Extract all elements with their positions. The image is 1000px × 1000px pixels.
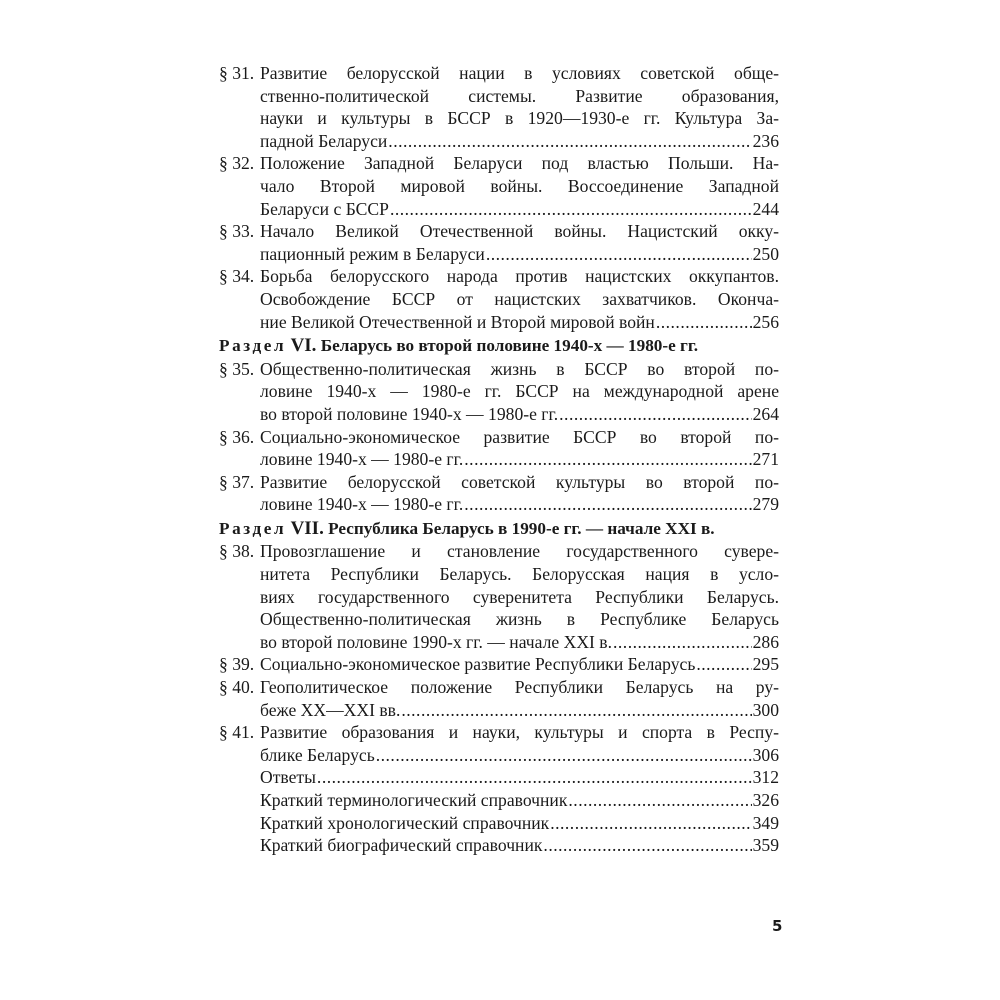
toc-entry [219, 265, 779, 333]
toc-entry-line: чало Второй мировой войны. Воссоединение Западной [260, 175, 779, 196]
toc-entry-body [260, 220, 779, 265]
toc-entry-body [260, 653, 779, 676]
toc-entry-line: Освобождение БССР от нацистских захватчиков. Оконча- [260, 288, 779, 309]
section-heading-7 [219, 518, 779, 541]
toc-entry [219, 152, 779, 220]
toc-entry-last-line [260, 311, 779, 334]
toc-entry [219, 62, 779, 152]
section-title: Беларусь во второй половине 1940-х — 1980-е гг. [320, 336, 699, 356]
dot-leader [568, 789, 751, 812]
table-of-contents [219, 62, 779, 857]
toc-entry-line: ние Великой Отечественной и Второй мировой войн [260, 311, 655, 332]
section-roman-numeral: VI. [290, 335, 317, 357]
toc-entry-number: § 31. [219, 63, 255, 83]
toc-entry-line: Краткий терминологический справочник [260, 790, 568, 810]
toc-entry-number: § 32. [219, 153, 255, 174]
dot-leader [559, 403, 751, 426]
toc-entry [219, 676, 779, 721]
toc-entry-last-line [260, 699, 779, 722]
toc-entry [219, 653, 779, 676]
toc-entry-number: § 38. [219, 541, 255, 562]
toc-entry-last-line [260, 130, 779, 153]
toc-entry-body [260, 540, 779, 653]
toc-page-ref: 256 [752, 311, 779, 332]
toc-entry [219, 471, 779, 516]
toc-entry-last-line [260, 403, 779, 426]
toc-entry-body [260, 789, 779, 812]
toc-entry-last-line [260, 653, 779, 676]
toc-entry-line: во второй половине 1940-х — 1980-е гг. [260, 403, 559, 424]
toc-entry-line: Социально-экономическое развитие БССР во второй по- [260, 426, 779, 447]
toc-entry-number: § 36. [219, 426, 255, 447]
toc-entry-line: Общественно-политическая жизнь в Республике Беларусь [260, 609, 779, 630]
toc-entry [219, 834, 779, 857]
toc-page-ref: 306 [752, 744, 779, 765]
toc-entry-line: Развитие белорусской советской культуры во второй по- [260, 471, 779, 492]
toc-entry-number: § 33. [219, 221, 255, 242]
toc-page-ref: 312 [752, 767, 779, 788]
toc-entry [219, 789, 779, 812]
toc-entry-line: виях государственного суверенитета Республики Беларусь. [260, 586, 779, 607]
toc-entry-body [260, 358, 779, 426]
toc-entry [219, 220, 779, 265]
section-heading-6 [219, 335, 779, 358]
toc-entry-body [260, 834, 779, 857]
toc-entry-body [260, 766, 779, 789]
toc-entry [219, 358, 779, 426]
toc-entry [219, 766, 779, 789]
toc-entry-line: Краткий хронологический справочник [260, 812, 550, 833]
toc-page-ref: 300 [752, 699, 779, 720]
toc-entry [219, 812, 779, 835]
toc-entry-line: беже XX—XXI вв. [260, 699, 401, 720]
toc-entry-last-line [260, 198, 779, 221]
toc-entry-line: ственно-политической системы. Развитие образования, [260, 85, 779, 106]
toc-entry-line: во второй половине 1990-х гг. — начале XXI в. [260, 631, 612, 652]
toc-page-ref: 349 [752, 812, 779, 833]
section-roman-numeral: VII. [290, 517, 324, 539]
toc-entry-last-line [260, 812, 779, 835]
page-number: 5 [772, 917, 783, 935]
toc-entry-line: Геополитическое положение Республики Беларусь на ру- [260, 677, 779, 698]
toc-entry-last-line [260, 631, 779, 654]
toc-entry-line: ловине 1940-х — 1980-е гг. БССР на международной арене [260, 381, 779, 402]
toc-entry-line: Провозглашение и становление государственного сувере- [260, 541, 779, 562]
toc-entry-line: Ответы [260, 767, 316, 788]
toc-entry-body [260, 62, 779, 152]
dot-leader [376, 744, 752, 767]
toc-entry-line: нитета Республики Беларусь. Белорусская нация в усло- [260, 564, 779, 585]
toc-entry-line: науки и культуры в БССР в 1920—1930-е гг. Культура За- [260, 108, 779, 129]
toc-entry-last-line [260, 834, 779, 857]
toc-group-section-5-end [219, 62, 779, 333]
toc-page-ref: 326 [752, 790, 779, 810]
dot-leader [317, 766, 752, 789]
dot-leader [464, 448, 751, 471]
dot-leader [486, 243, 752, 266]
toc-entry-line: падной Беларуси [260, 130, 388, 151]
toc-entry-line: Положение Западной Беларуси под властью Польши. На- [260, 153, 779, 174]
section-word: Раздел [219, 518, 287, 538]
toc-entry-body [260, 426, 779, 471]
dot-leader [543, 834, 751, 857]
toc-entry-line: Беларуси с БССР [260, 198, 389, 219]
toc-entry-last-line [260, 448, 779, 471]
toc-entry-body [260, 676, 779, 721]
toc-entry-line: пационный режим в Беларуси [260, 243, 485, 264]
toc-entry-body [260, 152, 779, 220]
toc-entry-line: блике Беларусь [260, 744, 375, 765]
toc-entry-line: Развитие образования и науки, культуры и спорта в Респу- [260, 722, 779, 743]
toc-entry-last-line [260, 243, 779, 266]
section-word: Раздел [219, 336, 287, 356]
toc-group-section-6 [219, 358, 779, 516]
toc-entry-line: Краткий биографический справочник [260, 835, 543, 856]
dot-leader [401, 699, 751, 722]
toc-entry-body [260, 265, 779, 333]
toc-page-ref: 286 [752, 631, 779, 652]
toc-entry-body [260, 721, 779, 766]
toc-entry [219, 426, 779, 471]
toc-group-section-7 [219, 540, 779, 856]
dot-leader [656, 311, 752, 334]
dot-leader [550, 812, 751, 835]
toc-page-ref: 244 [752, 198, 779, 219]
toc-entry-number: § 35. [219, 358, 255, 379]
toc-entry-body [260, 471, 779, 516]
section-title: Республика Беларусь в 1990-е гг. — начале XXI в. [328, 518, 715, 538]
dot-leader [464, 493, 751, 516]
toc-entry-line: Начало Великой Отечественной войны. Нацистский окку- [260, 221, 779, 242]
toc-page-ref: 359 [752, 835, 779, 856]
toc-entry-line: Развитие белорусской нации в условиях советской обще- [260, 63, 779, 83]
toc-entry-number: § 37. [219, 471, 255, 492]
toc-entry [219, 540, 779, 653]
toc-entry-last-line [260, 744, 779, 767]
toc-entry [219, 721, 779, 766]
toc-page-ref: 271 [752, 449, 779, 470]
toc-page-ref: 250 [752, 243, 779, 264]
toc-entry-number: § 40. [219, 677, 255, 698]
toc-page-ref: 279 [752, 494, 779, 515]
dot-leader [390, 198, 752, 221]
dot-leader [696, 653, 751, 676]
toc-entry-last-line [260, 789, 779, 812]
toc-entry-line: Социально-экономическое развитие Республики Беларусь [260, 654, 696, 675]
toc-entry-number: § 41. [219, 722, 255, 743]
toc-entry-line: Общественно-политическая жизнь в БССР во второй по- [260, 358, 779, 379]
toc-entry-number: § 39. [219, 654, 255, 675]
toc-entry-number: § 34. [219, 266, 255, 287]
dot-leader [613, 631, 752, 654]
toc-entry-line: Борьба белорусского народа против нацистских оккупантов. [260, 266, 779, 287]
toc-entry-last-line [260, 493, 779, 516]
toc-entry-line: ловине 1940-х — 1980-е гг. [260, 449, 464, 470]
toc-page-ref: 264 [752, 403, 779, 424]
toc-page-ref: 295 [752, 654, 779, 675]
toc-entry-last-line [260, 766, 779, 789]
dot-leader [388, 130, 751, 153]
toc-entry-body [260, 812, 779, 835]
toc-page-ref: 236 [752, 130, 779, 151]
toc-entry-line: ловине 1940-х — 1980-е гг. [260, 494, 464, 515]
